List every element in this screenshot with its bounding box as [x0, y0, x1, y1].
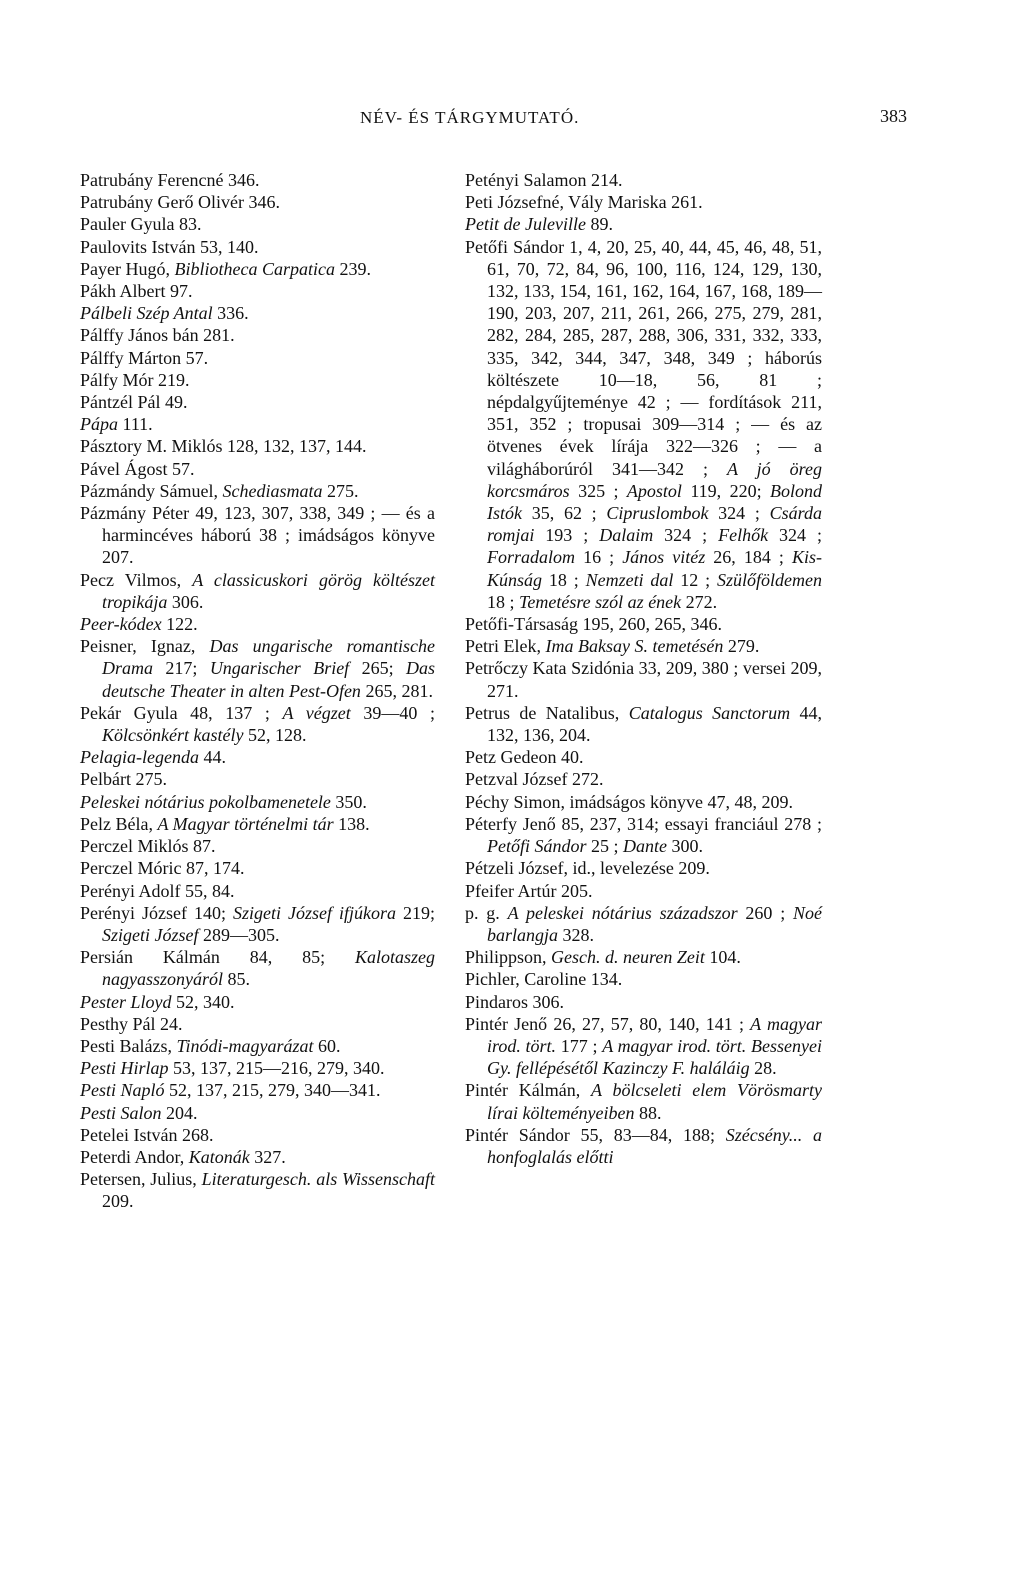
- index-entry-text: 28.: [749, 1058, 777, 1079]
- index-entry-title: Bibliotheca Carpatica: [174, 258, 335, 279]
- index-entry-text: Perényi Adolf 55, 84.: [80, 880, 235, 901]
- index-entry-text: Petri Elek,: [465, 636, 546, 657]
- index-entry-text: Petényi Salamon 214.: [465, 170, 623, 190]
- index-entry-text: Petelei István 268.: [80, 1124, 214, 1145]
- index-entry: [80, 1124, 435, 1146]
- index-entry-text: 52, 340.: [171, 991, 235, 1012]
- index-entry-title: A classicuskori görög költészet tropikája: [102, 569, 435, 612]
- index-entry-text: 336.: [212, 303, 249, 324]
- index-entry-text: Pázmány Péter 49, 123, 307, 338, 349 ; — és a harmincéves háború 38 ; imádságos könyve 207.: [80, 503, 435, 568]
- index-entry-text: 328.: [558, 924, 595, 945]
- index-entry: [465, 191, 822, 213]
- index-entry-title: Peer-kódex: [80, 614, 162, 635]
- index-entry: [80, 635, 435, 702]
- index-entry-text: Peterdi Andor,: [80, 1146, 189, 1167]
- index-entry-text: 350.: [330, 791, 367, 812]
- index-entry-text: Pfeifer Artúr 205.: [465, 880, 593, 901]
- index-entry: [80, 1168, 435, 1212]
- index-entry-text: 279.: [723, 636, 760, 657]
- index-entry: [465, 791, 822, 813]
- index-entry-title: Literaturgesch. als Wissenschaft: [201, 1169, 435, 1190]
- index-entry: [465, 1079, 822, 1123]
- index-entry-text: Pecz Vilmos,: [80, 569, 193, 590]
- index-entry: [80, 1057, 435, 1079]
- index-entry-title: Noé barlangja: [487, 902, 822, 945]
- index-entry-text: Patrubány Gerő Olivér 346.: [80, 192, 280, 213]
- index-entry-text: p. g.: [465, 902, 508, 923]
- index-entry: [465, 857, 822, 879]
- index-entry-title: Ungarischer Brief: [209, 658, 350, 679]
- index-entry-title: Szülőföldemen: [716, 569, 822, 590]
- index-entry: [80, 991, 435, 1013]
- index-entry: [80, 191, 435, 213]
- index-entry-title: Szécsény... a honfoglalás előtti: [487, 1124, 822, 1167]
- index-entry-text: Pálffy Márton 57.: [80, 347, 209, 368]
- index-entry: [80, 458, 435, 480]
- index-entry: [80, 280, 435, 302]
- index-entry-text: Peti Józsefné, Vály Mariska 261.: [465, 192, 703, 213]
- index-entry-text: 325 ;: [569, 480, 627, 501]
- index-entry-text: 272.: [681, 591, 718, 612]
- index-entry-text: Pesthy Pál 24.: [80, 1013, 183, 1034]
- index-entry-text: Pesti Balázs,: [80, 1035, 177, 1056]
- index-entry-title: Bolond Istók: [487, 480, 822, 524]
- index-entry-text: 209.: [102, 1191, 134, 1212]
- index-entry-text: 16 ;: [575, 547, 623, 568]
- index-entry: [465, 213, 822, 235]
- index-entry-title: A Magyar történelmi tár: [157, 813, 334, 834]
- index-entry-text: Persián Kálmán 84, 85;: [80, 947, 355, 968]
- index-entry-text: Perczel Móric 87, 174.: [80, 858, 245, 879]
- index-entry-text: Perényi József 140;: [80, 902, 233, 923]
- index-entry: [80, 302, 435, 324]
- index-entry: [80, 702, 435, 746]
- index-entry-text: 289—305.: [198, 924, 280, 945]
- index-entry-text: 204.: [161, 1102, 198, 1123]
- page-number: 383: [880, 106, 907, 126]
- index-entry: [80, 236, 435, 258]
- index-entry-title: Cipruslombok: [606, 503, 709, 524]
- index-entry-title: Nemzeti dal: [585, 569, 674, 590]
- index-entry: [465, 746, 822, 768]
- index-entry-title: Das ungarische romantische Drama: [102, 636, 435, 679]
- index-entry-title: Pelagia-legenda: [80, 747, 199, 768]
- index-entry-text: Pelbárt 275.: [80, 769, 167, 790]
- index-entry-title: Apostol: [626, 480, 682, 501]
- index-entry: [465, 1013, 822, 1080]
- index-entry-title: Temetésre szól az ének: [519, 591, 682, 612]
- index-entry-text: Pásztory M. Miklós 128, 132, 137, 144.: [80, 436, 367, 457]
- index-entry-text: 324 ;: [653, 525, 719, 546]
- index-entry-text: Petőfi Sándor 1, 4, 20, 25, 40, 44, 45, 46, 48, 51, 61, 70, 72, 84, 96, 100, 116, 124, 129, 130, 132, 133, 154, 161, 162, 164, 167, 168, 189—190, 203, 207, 211, 261, 266, 275, 279, 281, 282, 284, 285, 287, 288, 306, 331, 332, 333, 335, 342, 344, 347, 348, 349 ; háborús költészete 10—18, 56, 81 ; népdalgyűjteménye 42 ; — fordítások 211, 351, 352 ; tropusai 309—314 ; — és az ötvenes évek lírája 322—326 ; — a világháborúról 341—342 ;: [465, 236, 822, 479]
- index-entry-text: Petőfi-Társaság 195, 260, 265, 346.: [465, 614, 722, 635]
- index-entry-text: 88.: [634, 1102, 662, 1123]
- index-entry-title: A bölcseleti elem Vörösmarty lírai költeményeiben: [487, 1080, 823, 1123]
- index-entry-title: Dalaim: [599, 525, 654, 546]
- index-entry-title: Pálbeli Szép Antal: [80, 303, 213, 324]
- index-entry-title: Kölcsönkért kastély: [102, 725, 244, 746]
- index-entry-title: Katonák: [188, 1146, 250, 1167]
- index-entry-text: 275.: [322, 480, 359, 501]
- index-entry: [80, 435, 435, 457]
- index-entry-title: Pápa: [80, 414, 118, 435]
- index-entry-text: 324 ;: [768, 525, 822, 546]
- index-entry: [80, 413, 435, 435]
- index-entry-text: 35, 62 ;: [522, 503, 607, 524]
- index-entry-text: 122.: [161, 614, 198, 635]
- index-entry-text: Payer Hugó,: [80, 258, 175, 279]
- index-entry-text: 85.: [223, 969, 250, 990]
- index-entry-text: Patrubány Ferencné 346.: [80, 170, 260, 190]
- index-entry-text: Peisner, Ignaz,: [80, 636, 210, 657]
- index-entry-title: A peleskei nótárius századszor: [507, 902, 738, 923]
- index-entry-title: Kis-Kúnság: [487, 547, 822, 590]
- index-entry: [80, 169, 435, 191]
- index-entry-text: 25 ;: [586, 836, 624, 857]
- index-entry-title: Gesch. d. neuren Zeit: [551, 947, 705, 968]
- index-entry-title: Szigeti József ifjúkora: [232, 902, 396, 923]
- index-entry: [80, 213, 435, 235]
- index-entry-text: Petz Gedeon 40.: [465, 747, 584, 768]
- index-entry: [80, 946, 435, 990]
- index-entry: [465, 968, 822, 990]
- index-entry: [80, 347, 435, 369]
- index-entry: [80, 880, 435, 902]
- index-entry-title: Pesti Napló: [80, 1080, 165, 1101]
- index-entry-title: János vitéz: [622, 547, 706, 568]
- index-entry: [465, 635, 822, 657]
- index-entry-title: Szigeti József: [102, 924, 199, 945]
- index-entry-text: Petzval József 272.: [465, 769, 604, 790]
- index-entry: [80, 813, 435, 835]
- index-entry-text: 219;: [395, 902, 435, 923]
- index-entry-text: 26, 184 ;: [705, 547, 792, 568]
- index-entry-text: Philippson,: [465, 947, 552, 968]
- index-entry: [465, 1124, 822, 1168]
- index-entry: [465, 991, 822, 1013]
- index-entry-title: Peleskei nótárius pokolbamenetele: [80, 791, 331, 812]
- index-entry: [80, 258, 435, 280]
- index-entry-text: Perczel Miklós 87.: [80, 836, 216, 857]
- index-entry: [80, 1079, 435, 1101]
- index-entry-title: A jó öreg korcsmáros: [487, 458, 822, 501]
- index-entry-text: Péchy Simon, imádságos könyve 47, 48, 209.: [465, 791, 793, 812]
- index-entry: [80, 902, 435, 946]
- index-entry-title: Petőfi Sándor: [487, 836, 587, 857]
- index-entry-text: 119, 220;: [681, 480, 770, 501]
- index-entry-text: Pauler Gyula 83.: [80, 214, 202, 235]
- index-entry-text: 44, 132, 136, 204.: [487, 702, 823, 746]
- index-entry-title: Ima Baksay S. temetésén: [545, 636, 724, 657]
- index-entry-text: 217;: [153, 658, 210, 679]
- index-entry: [465, 946, 822, 968]
- index-entry-title: Pesti Salon: [80, 1102, 162, 1123]
- index-entry-text: 327.: [249, 1146, 286, 1167]
- index-entry: [80, 857, 435, 879]
- index-entry-text: 18 ;: [487, 591, 520, 612]
- index-entry-text: Pichler, Caroline 134.: [465, 969, 623, 990]
- index-column-right: [465, 169, 822, 1168]
- index-entry-text: 306.: [167, 591, 204, 612]
- index-entry: [80, 369, 435, 391]
- index-entry-title: Felhők: [718, 525, 769, 546]
- index-entry-title: Pesti Hirlap: [80, 1058, 169, 1079]
- index-entry-text: Pántzél Pál 49.: [80, 392, 188, 413]
- index-entry-title: Schediasmata: [222, 480, 323, 501]
- index-entry: [465, 613, 822, 635]
- index-entry: [465, 880, 822, 902]
- index-entry: [80, 391, 435, 413]
- index-entry-title: Das deutsche Theater in alten Pest-Ofen: [102, 658, 435, 701]
- index-entry-text: Pindaros 306.: [465, 991, 564, 1012]
- index-entry-text: 300.: [667, 836, 704, 857]
- index-entry: [80, 791, 435, 813]
- index-entry: [80, 768, 435, 790]
- index-entry-text: Pázmándy Sámuel,: [80, 480, 223, 501]
- index-entry-title: Kalotaszeg nagyasszonyáról: [102, 947, 435, 990]
- index-entry: [80, 1013, 435, 1035]
- index-entry: [465, 702, 822, 746]
- index-entry: [80, 746, 435, 768]
- index-entry-title: Catalogus Sanctorum: [628, 702, 791, 723]
- index-entry-text: 52, 128.: [243, 725, 307, 746]
- index-entry-text: Pétzeli József, id., levelezése 209.: [465, 858, 710, 879]
- index-entry-title: Petit de Juleville: [465, 214, 586, 235]
- index-entry-text: 104.: [704, 947, 741, 968]
- index-column-left: [80, 169, 435, 1213]
- index-entry-text: 324 ;: [708, 503, 770, 524]
- index-entry-text: 60.: [313, 1035, 341, 1056]
- index-entry: [80, 1146, 435, 1168]
- index-entry-text: Pákh Albert 97.: [80, 281, 193, 302]
- index-entry: [80, 324, 435, 346]
- index-entry-text: Pintér Kálmán,: [465, 1080, 592, 1101]
- index-entry-text: 265;: [349, 658, 406, 679]
- index-entry-text: Petersen, Julius,: [80, 1169, 202, 1190]
- index-entry-text: 138.: [333, 813, 370, 834]
- index-entry: [80, 502, 435, 569]
- index-entry-title: A magyar irod. tört. Bessenyei Gy. fellépésétől Kazinczy F. haláláig: [487, 1035, 822, 1079]
- index-entry-text: 39—40 ;: [350, 702, 435, 723]
- index-entry-text: 239.: [334, 258, 371, 279]
- index-entry: [80, 569, 435, 613]
- index-entry-title: Pester Lloyd: [80, 991, 172, 1012]
- index-entry-title: Forradalom: [487, 547, 576, 568]
- index-entry: [80, 1102, 435, 1124]
- index-entry-text: 18 ;: [542, 569, 586, 590]
- index-entry: [80, 480, 435, 502]
- index-entry: [465, 236, 822, 613]
- index-entry: [465, 657, 822, 701]
- index-entry: [465, 902, 822, 946]
- index-entry-title: A végzet: [282, 702, 351, 723]
- index-entry-text: 260 ;: [737, 902, 793, 923]
- index-entry-text: Pintér Sándor 55, 83—84, 188;: [465, 1124, 726, 1145]
- index-entry-text: Pálffy János bán 281.: [80, 325, 235, 346]
- index-entry-text: Péterfy Jenő 85, 237, 314; essayi franciául 278 ;: [465, 813, 822, 834]
- index-entry-text: Petrőczy Kata Szidónia 33, 209, 380 ; versei 209, 271.: [465, 658, 822, 701]
- index-entry: [465, 813, 822, 857]
- index-entry-title: Csárda romjai: [487, 503, 822, 546]
- index-entry: [465, 169, 822, 191]
- index-entry-text: Pintér Jenő 26, 27, 57, 80, 140, 141 ;: [465, 1013, 751, 1034]
- index-entry-text: 44.: [198, 747, 226, 768]
- index-entry-text: Pelz Béla,: [80, 813, 158, 834]
- running-title: NÉV- ÉS TÁRGYMUTATÓ.: [360, 108, 580, 127]
- index-entry-text: Paulovits István 53, 140.: [80, 236, 259, 257]
- index-entry-text: 265, 281.: [360, 680, 433, 701]
- index-entry-text: Pekár Gyula 48, 137 ;: [80, 702, 283, 723]
- index-entry-title: Dante: [623, 836, 668, 857]
- index-entry-text: 53, 137, 215—216, 279, 340.: [168, 1058, 385, 1079]
- index-entry: [80, 835, 435, 857]
- index-entry-text: 52, 137, 215, 279, 340—341.: [164, 1080, 381, 1101]
- index-entry-title: A magyar irod. tört.: [487, 1013, 822, 1056]
- index-entry-text: 89.: [585, 214, 613, 235]
- index-entry-text: 12 ;: [673, 569, 717, 590]
- index-entry-text: Pável Ágost 57.: [80, 458, 195, 479]
- index-entry: [80, 613, 435, 635]
- index-entry: [80, 1035, 435, 1057]
- index-entry-title: Tinódi-magyarázat: [176, 1035, 314, 1056]
- index-entry-text: 193 ;: [534, 525, 600, 546]
- index-entry-text: 177 ;: [556, 1035, 603, 1056]
- index-entry-text: Petrus de Natalibus,: [465, 702, 629, 723]
- index-entry-text: Pálfy Mór 219.: [80, 369, 190, 390]
- index-entry: [465, 768, 822, 790]
- index-entry-text: 111.: [118, 414, 153, 435]
